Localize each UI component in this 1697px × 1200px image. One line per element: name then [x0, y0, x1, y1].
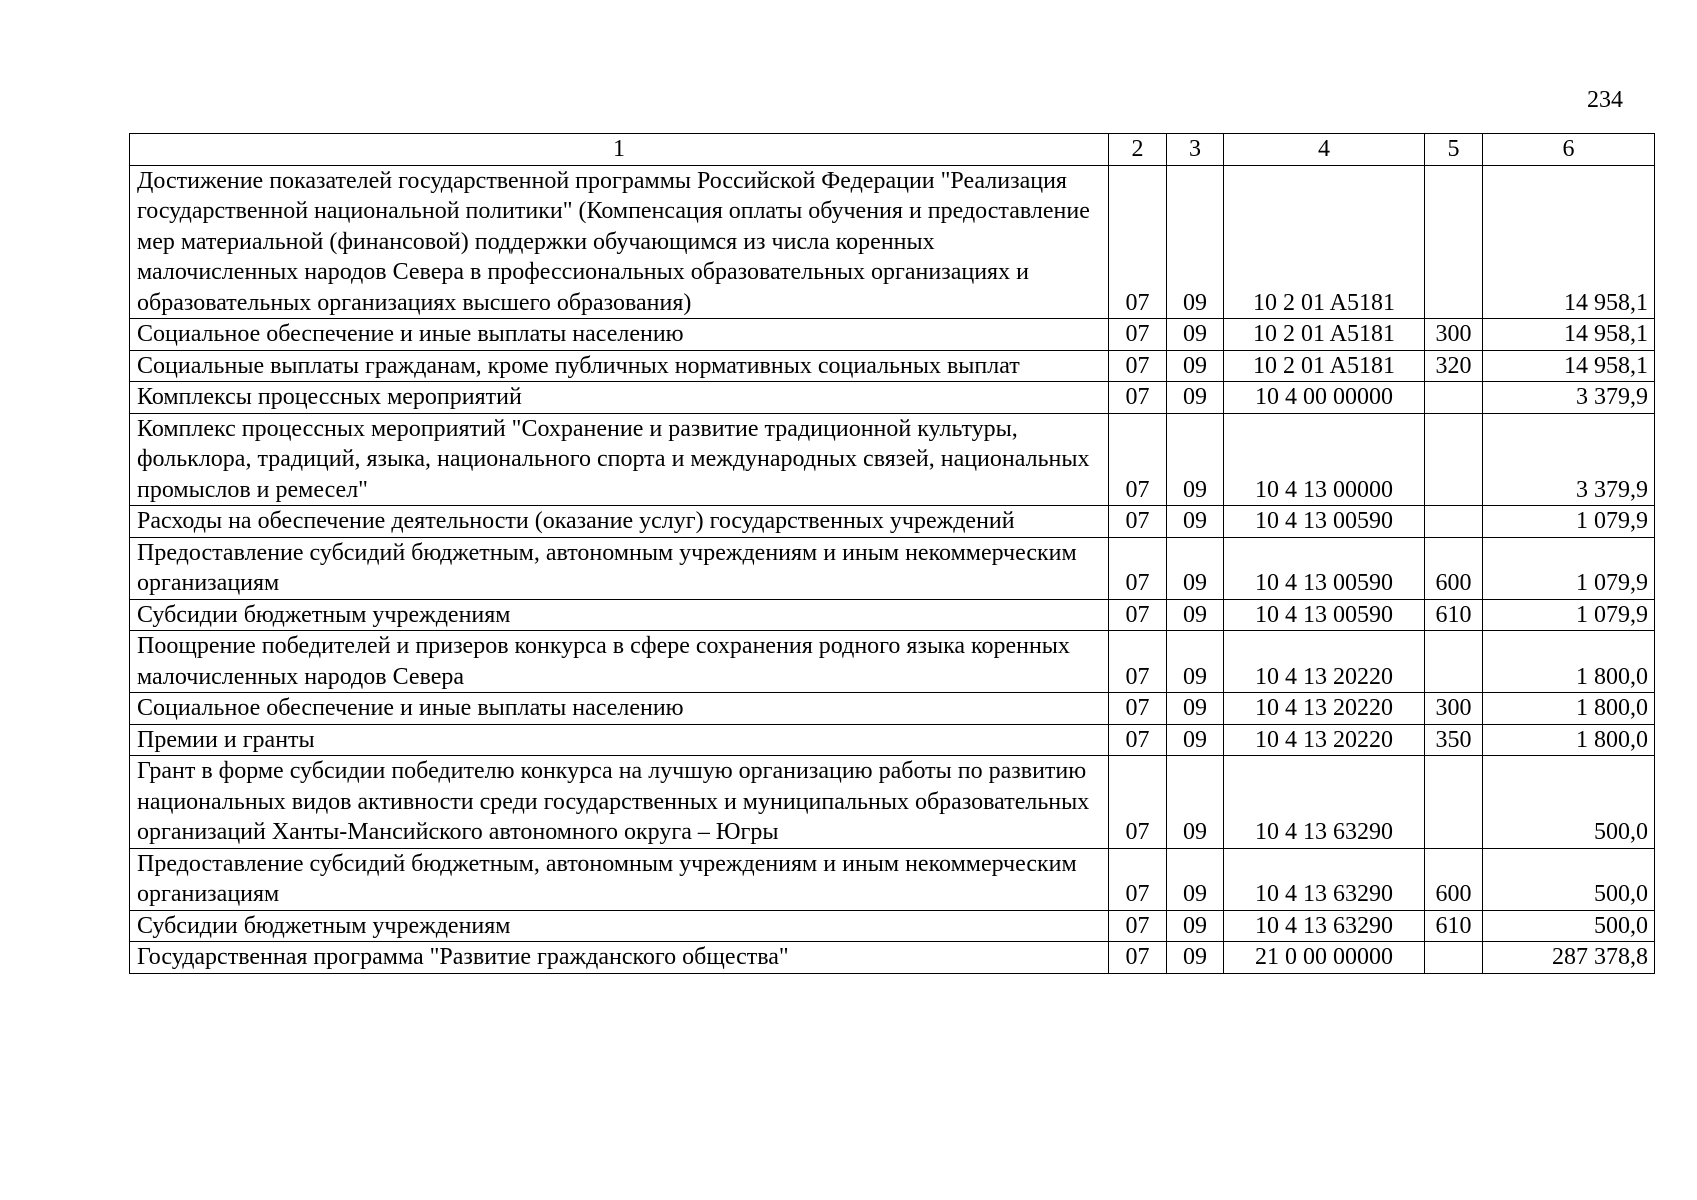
row-section-cell: 07	[1109, 537, 1167, 599]
row-expense-type-cell: 610	[1425, 910, 1483, 942]
row-name-cell: Комплекс процессных мероприятий "Сохранение и развитие традиционной культуры, фольклора, традиций, языка, национального спорта и международных связей, национальных промыслов и ремесел"	[130, 413, 1109, 506]
header-cell: 4	[1224, 134, 1425, 166]
row-amount-cell: 1 800,0	[1483, 693, 1655, 725]
row-expense-type-cell	[1425, 413, 1483, 506]
row-subsection-cell: 09	[1167, 724, 1224, 756]
table-row	[130, 506, 1655, 538]
row-target-article-cell: 10 4 13 63290	[1224, 910, 1425, 942]
header-cell: 2	[1109, 134, 1167, 166]
row-subsection-cell: 09	[1167, 506, 1224, 538]
row-name-cell: Государственная программа "Развитие гражданского общества"	[130, 942, 1109, 974]
row-expense-type-cell: 600	[1425, 848, 1483, 910]
table-row	[130, 724, 1655, 756]
row-name-cell: Комплексы процессных мероприятий	[130, 382, 1109, 414]
table-row	[130, 350, 1655, 382]
row-target-article-cell: 10 4 13 63290	[1224, 848, 1425, 910]
row-expense-type-cell	[1425, 942, 1483, 974]
row-subsection-cell: 09	[1167, 756, 1224, 849]
row-name-cell: Поощрение победителей и призеров конкурса в сфере сохранения родного языка коренных малочисленных народов Севера	[130, 631, 1109, 693]
table-row	[130, 599, 1655, 631]
row-amount-cell: 1 800,0	[1483, 724, 1655, 756]
row-subsection-cell: 09	[1167, 319, 1224, 351]
header-cell: 5	[1425, 134, 1483, 166]
table-row	[130, 413, 1655, 506]
row-name-cell: Субсидии бюджетным учреждениям	[130, 910, 1109, 942]
row-section-cell: 07	[1109, 631, 1167, 693]
row-subsection-cell: 09	[1167, 942, 1224, 974]
row-target-article-cell: 21 0 00 00000	[1224, 942, 1425, 974]
row-name-cell: Достижение показателей государственной программы Российской Федерации "Реализация государственной национальной политики" (Компенсация оплаты обучения и предоставление мер материальной (финансовой) поддержки обучающимся из числа коренных малочисленных народов Севера в профессиональных образовательных организациях и образовательных организациях высшего образования)	[130, 165, 1109, 319]
row-name-cell: Премии и гранты	[130, 724, 1109, 756]
row-section-cell: 07	[1109, 942, 1167, 974]
table-row	[130, 382, 1655, 414]
row-target-article-cell: 10 4 13 00000	[1224, 413, 1425, 506]
row-name-cell: Социальное обеспечение и иные выплаты населению	[130, 319, 1109, 351]
row-target-article-cell: 10 4 13 63290	[1224, 756, 1425, 849]
table-row	[130, 165, 1655, 319]
row-section-cell: 07	[1109, 848, 1167, 910]
row-target-article-cell: 10 4 13 00590	[1224, 537, 1425, 599]
row-target-article-cell: 10 4 13 00590	[1224, 506, 1425, 538]
row-subsection-cell: 09	[1167, 599, 1224, 631]
row-amount-cell: 3 379,9	[1483, 382, 1655, 414]
row-section-cell: 07	[1109, 756, 1167, 849]
row-target-article-cell: 10 2 01 A5181	[1224, 350, 1425, 382]
row-section-cell: 07	[1109, 506, 1167, 538]
table-row	[130, 848, 1655, 910]
row-amount-cell: 1 800,0	[1483, 631, 1655, 693]
row-expense-type-cell	[1425, 631, 1483, 693]
budget-table	[129, 133, 1655, 974]
row-amount-cell: 14 958,1	[1483, 319, 1655, 351]
table-row	[130, 910, 1655, 942]
row-name-cell: Субсидии бюджетным учреждениям	[130, 599, 1109, 631]
row-subsection-cell: 09	[1167, 848, 1224, 910]
row-amount-cell: 1 079,9	[1483, 537, 1655, 599]
row-name-cell: Грант в форме субсидии победителю конкурса на лучшую организацию работы по развитию национальных видов активности среди государственных и муниципальных образовательных организаций Ханты-Мансийского автономного округа – Югры	[130, 756, 1109, 849]
row-name-cell: Предоставление субсидий бюджетным, автономным учреждениям и иным некоммерческим организациям	[130, 537, 1109, 599]
header-cell: 3	[1167, 134, 1224, 166]
row-subsection-cell: 09	[1167, 631, 1224, 693]
table-row	[130, 942, 1655, 974]
table-row	[130, 631, 1655, 693]
table-body	[130, 165, 1655, 973]
table-row	[130, 537, 1655, 599]
row-subsection-cell: 09	[1167, 382, 1224, 414]
row-target-article-cell: 10 4 13 20220	[1224, 631, 1425, 693]
row-subsection-cell: 09	[1167, 165, 1224, 319]
table-header-row	[130, 134, 1655, 166]
row-target-article-cell: 10 4 13 00590	[1224, 599, 1425, 631]
row-target-article-cell: 10 2 01 A5181	[1224, 165, 1425, 319]
row-amount-cell: 500,0	[1483, 756, 1655, 849]
row-name-cell: Социальные выплаты гражданам, кроме публичных нормативных социальных выплат	[130, 350, 1109, 382]
row-target-article-cell: 10 2 01 A5181	[1224, 319, 1425, 351]
row-subsection-cell: 09	[1167, 537, 1224, 599]
header-cell: 6	[1483, 134, 1655, 166]
row-subsection-cell: 09	[1167, 910, 1224, 942]
row-amount-cell: 500,0	[1483, 848, 1655, 910]
row-section-cell: 07	[1109, 165, 1167, 319]
row-subsection-cell: 09	[1167, 693, 1224, 725]
row-section-cell: 07	[1109, 910, 1167, 942]
row-section-cell: 07	[1109, 413, 1167, 506]
page-number: 234	[1587, 87, 1623, 113]
row-subsection-cell: 09	[1167, 350, 1224, 382]
row-expense-type-cell	[1425, 165, 1483, 319]
row-expense-type-cell: 610	[1425, 599, 1483, 631]
row-section-cell: 07	[1109, 350, 1167, 382]
row-expense-type-cell: 350	[1425, 724, 1483, 756]
row-expense-type-cell	[1425, 756, 1483, 849]
row-target-article-cell: 10 4 13 20220	[1224, 724, 1425, 756]
row-section-cell: 07	[1109, 693, 1167, 725]
row-amount-cell: 14 958,1	[1483, 350, 1655, 382]
row-amount-cell: 1 079,9	[1483, 599, 1655, 631]
row-expense-type-cell	[1425, 382, 1483, 414]
row-expense-type-cell: 300	[1425, 693, 1483, 725]
row-section-cell: 07	[1109, 724, 1167, 756]
row-amount-cell: 1 079,9	[1483, 506, 1655, 538]
row-amount-cell: 287 378,8	[1483, 942, 1655, 974]
row-section-cell: 07	[1109, 382, 1167, 414]
row-expense-type-cell: 600	[1425, 537, 1483, 599]
row-name-cell: Предоставление субсидий бюджетным, автономным учреждениям и иным некоммерческим организациям	[130, 848, 1109, 910]
row-expense-type-cell: 300	[1425, 319, 1483, 351]
row-expense-type-cell	[1425, 506, 1483, 538]
row-section-cell: 07	[1109, 599, 1167, 631]
row-target-article-cell: 10 4 00 00000	[1224, 382, 1425, 414]
row-expense-type-cell: 320	[1425, 350, 1483, 382]
row-name-cell: Расходы на обеспечение деятельности (оказание услуг) государственных учреждений	[130, 506, 1109, 538]
row-subsection-cell: 09	[1167, 413, 1224, 506]
row-amount-cell: 500,0	[1483, 910, 1655, 942]
table-row	[130, 319, 1655, 351]
header-cell: 1	[130, 134, 1109, 166]
row-amount-cell: 14 958,1	[1483, 165, 1655, 319]
row-amount-cell: 3 379,9	[1483, 413, 1655, 506]
row-target-article-cell: 10 4 13 20220	[1224, 693, 1425, 725]
table-row	[130, 693, 1655, 725]
table-row	[130, 756, 1655, 849]
row-name-cell: Социальное обеспечение и иные выплаты населению	[130, 693, 1109, 725]
row-section-cell: 07	[1109, 319, 1167, 351]
